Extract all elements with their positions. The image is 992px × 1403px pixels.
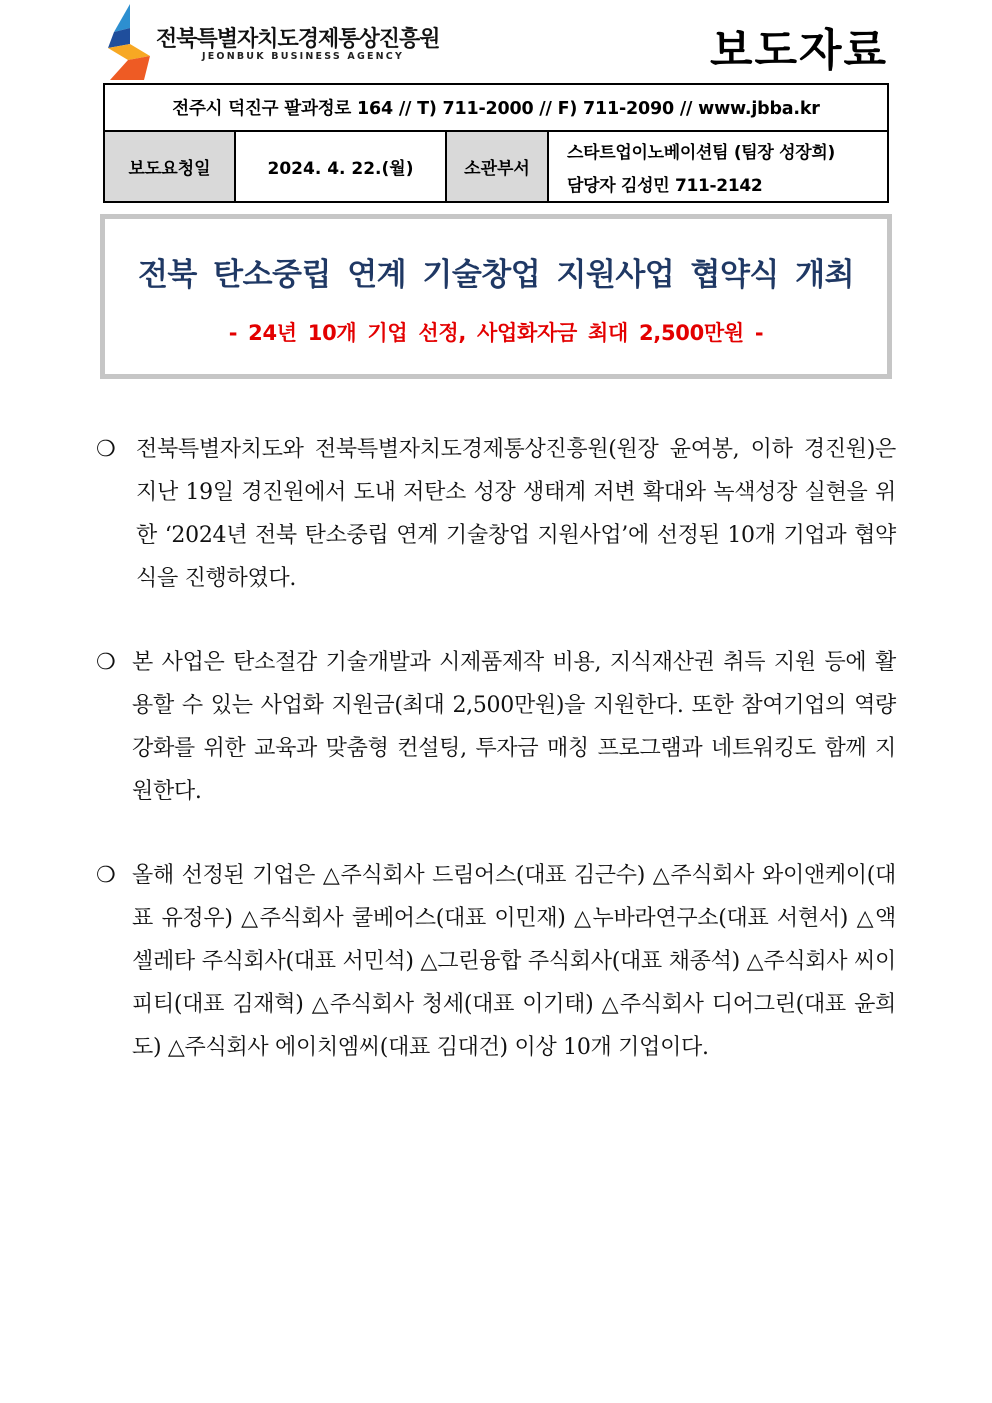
organization-name-english: JEONBUK BUSINESS AGENCY: [202, 51, 405, 62]
bullet-circle-icon: ❍: [96, 437, 116, 462]
body-paragraph: [96, 641, 896, 813]
title-box: [100, 214, 892, 379]
organization-name: 전북특별자치도경제통상진흥원: [156, 27, 440, 52]
info-table: [103, 83, 889, 203]
department-label: 소관부서: [447, 132, 549, 201]
paragraph-text: 전북특별자치도와 전북특별자치도경제통상진흥원(원장 윤여봉, 이하 경진원)은 지난 19일 경진원에서 도내 저탄소 성장 생태계 저변 확대와 녹색성장 실현을 위한 ‘2024년 전북 탄소중립 연계 기술창업 지원사업’에 선정된 10개 기업과 협약식을 진행하였다.: [136, 437, 896, 591]
sub-title: - 24년 10개 기업 선정, 사업화자금 최대 2,500만원 -: [228, 321, 764, 345]
agency-logo-icon: [108, 4, 150, 80]
body-paragraph: [96, 428, 896, 600]
paragraph-text: 올해 선정된 기업은 △주식회사 드림어스(대표 김근수) △주식회사 와이앤케이(대표 유정우) △주식회사 쿨베어스(대표 이민재) △누바라연구소(대표 서현서) △액셀레타 주식회사(대표 서민석) △그린융합 주식회사(대표 채종석) △주식회사 씨이피티(대표 김재혁) △주식회사 청세(대표 이기태) △주식회사 디어그린(대표 윤희도) △주식회사 에이치엠씨(대표 김대건) 이상 10개 기업이다.: [132, 863, 896, 1060]
department-contact: 담당자 김성민 711-2142: [567, 175, 763, 196]
release-date-value: 2024. 4. 22.(월): [236, 132, 447, 201]
main-title: 전북 탄소중립 연계 기술창업 지원사업 협약식 개최: [137, 257, 855, 293]
body-paragraph: [96, 854, 896, 1069]
contact-line: 전주시 덕진구 팔과정로 164 // T) 711-2000 // F) 711-2090 // www.jbba.kr: [105, 85, 887, 132]
bullet-circle-icon: ❍: [96, 863, 116, 888]
document-type-heading: 보도자료: [709, 25, 888, 76]
paragraph-text: 본 사업은 탄소절감 기술개발과 시제품제작 비용, 지식재산권 취득 지원 등에 활용할 수 있는 사업화 지원금(최대 2,500만원)을 지원한다. 또한 참여기업의 역량강화를 위한 교육과 맞춤형 컨설팅, 투자금 매칭 프로그램과 네트워킹도 함께 지원한다.: [132, 650, 896, 804]
bullet-circle-icon: ❍: [96, 650, 116, 675]
department-value: [549, 132, 887, 201]
release-date-label: 보도요청일: [105, 132, 236, 201]
department-team: 스타트업이노베이션팀 (팀장 성장희): [567, 142, 836, 163]
